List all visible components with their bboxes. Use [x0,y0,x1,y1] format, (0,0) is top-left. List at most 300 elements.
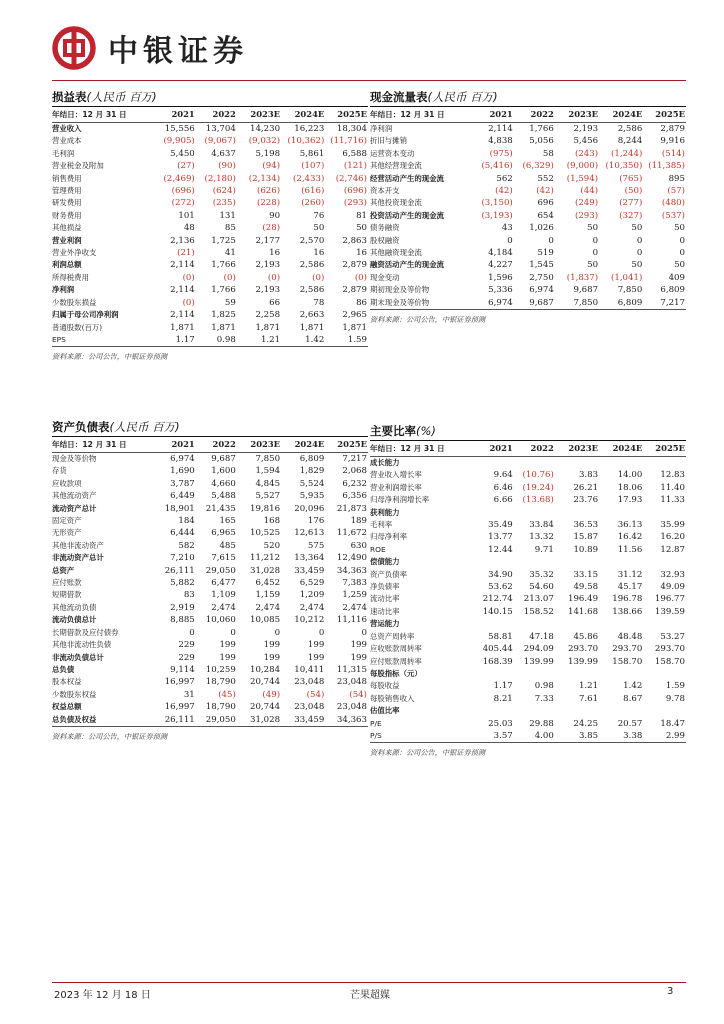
table-row [52,527,368,539]
cell-value: (11,716) [330,136,367,147]
row-label: 销售费用 [52,173,82,183]
table-row [52,309,368,321]
row-label: 营业成本 [52,136,82,146]
cell-value: 2,879 [342,260,367,271]
row-label: 非流动负债总计 [52,652,104,662]
row-label: 应付账款 [52,578,82,588]
row-label: 流动比率 [370,594,400,604]
cell-value: 176 [307,516,325,527]
cash-flow-panel [370,88,686,325]
table-row [370,297,686,310]
cell-value: 76 [313,210,325,221]
table-title-text: 资产负债表 [52,420,110,434]
cell-value: 5,527 [255,491,281,502]
cell-value: 2,474 [255,602,281,613]
column-header: 2024E [281,107,325,123]
cell-value: 196.49 [568,594,599,605]
cell-value: 11.40 [660,482,685,493]
table-title-text: 现金流量表 [370,90,428,104]
cell-value: 35.99 [660,520,685,531]
cell-value: 12.83 [660,470,685,481]
cell-value: (9,905) [163,136,195,147]
cell-value: (10,362) [287,136,325,147]
row-label: 总负债 [52,664,75,674]
table-row [52,135,368,147]
table-row [52,465,368,477]
cell-value: 4,637 [211,148,236,159]
row-label: 净利润 [52,285,75,295]
cell-value: 696 [537,198,554,209]
cell-value: 66 [269,297,281,308]
row-label: P/S [370,730,468,743]
row-label: 期末现金及等价物 [370,297,468,310]
cell-value: 3.38 [599,730,643,743]
cell-value: (9,032) [248,136,281,147]
cell-value: 485 [219,540,236,551]
cell-value: 6.46 [493,482,513,493]
cell-value: 85 [224,223,236,234]
cell-value: 78 [313,297,325,308]
cell-value [599,507,643,519]
cell-value: 9,687 [573,285,599,296]
cell-value: 189 [350,516,367,527]
cell-value: 19,816 [250,503,281,514]
cell-value: 81 [356,210,367,221]
table-row [370,531,686,543]
cell-value: 6,356 [342,491,367,502]
cell-value: 7,210 [170,553,195,564]
cell-value: 53.27 [660,631,685,642]
brand-name: 中银证券 [108,34,248,69]
cell-value: 9,114 [170,664,195,675]
cell-value: 13,364 [294,553,325,564]
row-label: 运营资本变动 [370,148,415,158]
cell-value [555,556,599,568]
report-header [52,22,248,74]
cell-value: 14.00 [617,470,643,481]
cell-value [514,556,555,568]
cell-value: 552 [537,173,554,184]
cell-value: 50 [356,223,367,234]
cell-value: 50 [631,223,643,234]
cell-value [468,556,514,568]
cell-value: 2,193 [255,260,281,271]
row-label: 投资活动产生的现金流 [370,210,444,220]
cell-value: 10,259 [205,664,236,675]
cell-value: 11,116 [336,615,367,626]
cell-value: 1,690 [170,466,195,477]
cell-value: 20,744 [250,702,281,713]
cell-value: 2,586 [299,260,325,271]
cell-value: (765) [619,173,643,184]
cell-value: (2,433) [293,173,325,184]
cell-value [514,507,555,519]
row-label: 固定资产 [52,516,82,526]
cell-value: 1.59 [665,681,685,692]
cell-value: 90 [269,210,281,221]
cell-value: 9,687 [514,297,555,310]
row-label: 营运能力 [370,619,400,629]
table-row [52,639,368,651]
table-row [52,284,368,296]
header-divider [52,80,686,81]
table-title [52,418,368,437]
cell-value: 4,184 [488,248,513,259]
row-label: 其他非流动资产 [52,540,104,550]
cell-value: (90) [218,161,236,172]
cell-value: 34.90 [488,569,513,580]
row-label: 普通股数(百万) [52,322,103,332]
table-row [52,148,368,160]
cell-value: 6,809 [299,454,325,464]
cell-value: 5,861 [299,148,325,159]
cell-value [514,668,555,680]
cell-value: 139.99 [523,656,554,667]
cell-value: 23,048 [336,677,367,688]
cell-value: (94) [262,161,281,172]
cell-value: 1,871 [170,322,195,333]
table-row [52,627,368,639]
cell-value: (3,150) [481,198,513,209]
cell-value: 20.57 [617,718,643,729]
cell-value: 32.93 [660,569,685,580]
table-row [52,297,368,309]
cell-value: 1,871 [299,322,325,333]
cell-value: 33.84 [529,520,554,531]
cell-value [599,705,643,717]
row-label: 营业利润 [52,235,82,245]
cell-value: (9,000) [566,161,599,172]
cell-value [643,668,686,680]
cell-value: 139.99 [568,656,599,667]
cell-value: 196.78 [612,594,643,605]
cell-value: 199 [263,652,281,663]
cell-value: 8.67 [623,693,643,704]
cell-value: 7,850 [255,454,281,464]
cell-value: 184 [178,516,195,527]
cell-value: 36.53 [573,520,599,531]
cell-value [468,457,514,470]
cell-value: 1,209 [299,590,325,601]
cell-value: 58 [542,148,554,159]
cell-value: (696) [171,186,195,197]
cell-value: 1,159 [255,590,281,601]
cell-value: 23,048 [294,677,325,688]
column-header: 年结日：12 月 31 日 [52,107,150,123]
cell-value: (5,416) [481,161,513,172]
financial-table [52,107,368,347]
cell-value: 0.98 [196,334,237,347]
cell-value: 16.20 [660,532,685,543]
cell-value: 3.85 [555,730,599,743]
row-label: 成长能力 [370,458,400,467]
cell-value: (49) [262,689,281,700]
cell-value: 12.87 [660,544,685,555]
row-label: 毛利率 [370,520,393,530]
cell-value: 1,259 [342,590,367,601]
cell-value: 293.70 [654,644,685,655]
cell-value: 31.12 [617,569,643,580]
table-row [370,519,686,531]
cell-value: 5,056 [529,136,554,147]
table-row [52,490,368,502]
cell-value: (272) [171,198,195,209]
table-row [370,457,686,470]
cell-value: 2.99 [643,730,686,743]
cell-value: 16.42 [617,532,643,543]
cell-value: (616) [301,186,325,197]
cell-value: 5,488 [211,491,236,502]
row-label: 权益总额 [52,702,82,712]
cell-value [599,457,643,470]
cell-value: 1,871 [342,322,367,333]
balance-sheet-panel [52,418,368,742]
cell-value: 158.70 [612,656,643,667]
cell-value: 199 [263,640,281,651]
cell-value: (44) [580,186,599,197]
cell-value: 158.52 [523,606,554,617]
cell-value: 196.77 [654,594,685,605]
table-row [370,581,686,593]
cell-value: (10,350) [605,161,643,172]
cell-value [599,618,643,630]
cell-value: 35.49 [488,520,513,531]
table-row [370,494,686,506]
cell-value: 83 [183,590,195,601]
row-label: 流动资产总计 [52,503,97,513]
cell-value: 2,919 [170,602,195,613]
cell-value: 199 [307,640,325,651]
cell-value: 20,096 [294,503,325,514]
table-row [52,577,368,589]
cell-value: 5,456 [573,136,599,147]
cell-value: 49.58 [573,582,599,593]
source-note: 资料来源：公司公告，中银证券预测 [370,748,486,758]
cell-value: 1,594 [255,466,281,477]
column-header: 2025E [325,107,368,123]
cell-value: 2,193 [573,124,599,134]
row-label: 其他损益 [52,223,82,233]
cell-value: 21,873 [336,503,367,514]
row-label: 利润总额 [52,260,82,270]
cell-value: 34,363 [325,714,368,727]
cell-value: 6,809 [660,285,685,296]
cell-value: 5,524 [299,478,325,489]
cell-value: (975) [489,148,513,159]
row-label: 期初现金及等价物 [370,285,430,295]
cell-value: 1.17 [493,681,513,692]
cell-value: 229 [178,640,195,651]
cell-value: 1,766 [529,124,554,134]
row-label: 营业税金及附加 [52,161,104,171]
cell-value: 1.42 [623,681,643,692]
row-label: 研发费用 [52,198,82,208]
cell-value: 2,177 [255,235,281,246]
table-title [370,88,686,107]
cell-value: 1,829 [299,466,325,477]
cell-value: 2,965 [342,310,367,321]
cell-value: (6,329) [522,161,554,172]
cell-value: 31,028 [237,714,281,727]
table-header-row [370,107,686,123]
cell-value [555,618,599,630]
cell-value: 2,750 [529,272,554,283]
cell-value: 9.71 [534,544,554,555]
table-row [370,259,686,271]
cell-value: 1,825 [211,310,236,321]
cell-value: 3.57 [468,730,514,743]
cell-value: 2,068 [342,466,367,477]
cell-value: 1.42 [281,334,325,347]
table-title-text: 损益表 [52,90,87,104]
cell-value [555,705,599,717]
cell-value [468,705,514,717]
table-row [52,247,368,259]
financial-table [370,441,686,743]
cell-value: 26.21 [573,482,599,493]
table-row [52,664,368,676]
cell-value: (107) [301,161,325,172]
cell-value: (260) [301,198,325,209]
cell-value [643,705,686,717]
cell-value: 519 [537,248,554,259]
cell-value: 138.66 [612,606,643,617]
column-header: 2024E [281,437,325,453]
cell-value: 1,109 [211,590,236,601]
cell-value: 50 [587,223,599,234]
cell-value: 12,613 [294,528,325,539]
row-label: 应付账款周转率 [370,656,422,666]
table-row [52,210,368,222]
cell-value: 33,459 [294,565,325,576]
cell-value: 6,449 [170,491,195,502]
column-header: 2021 [150,107,196,123]
row-label: 偿债能力 [370,557,400,567]
cell-value: 8,244 [617,136,643,147]
cell-value: 15.87 [573,532,599,543]
row-label: 每股销售收入 [370,693,415,703]
cell-value: 199 [350,652,367,663]
table-header-row [370,441,686,457]
table-row [370,631,686,643]
table-row [52,259,368,271]
column-header: 2021 [468,441,514,457]
cell-value: 13.77 [488,532,513,543]
cell-value [555,668,599,680]
table-row [52,614,368,626]
cell-value: 50 [631,260,643,271]
cell-value: 131 [219,210,236,221]
cell-value: (0) [267,272,281,283]
cell-value: 10,060 [205,615,236,626]
cell-value: 168 [263,516,281,527]
table-row [370,556,686,568]
cell-value: 199 [307,652,325,663]
cell-value [468,618,514,630]
table-row [370,507,686,519]
cell-value: 47.18 [529,631,554,642]
cell-value: (19.24) [522,482,554,493]
cell-value: 18,790 [205,702,236,713]
cell-value: 23,048 [336,702,367,713]
row-label: 非流动资产总计 [52,553,104,563]
cell-value: 24.25 [573,718,599,729]
cell-value: 0 [230,627,236,638]
cell-value: 199 [219,652,236,663]
row-label: 其他流动资产 [52,491,97,501]
cell-value: (0) [182,272,195,283]
row-label: 存货 [52,466,67,476]
cell-value: 58.81 [488,631,513,642]
cell-value: 59 [224,297,236,308]
cell-value: 10.89 [573,544,599,555]
table-row [370,222,686,234]
row-label: 流动负债总计 [52,615,97,625]
cell-value: 33.15 [573,569,599,580]
cell-value: 6,974 [170,454,195,464]
cell-value: 53.62 [488,582,513,593]
cell-value: 165 [219,516,236,527]
row-label: 少数股东权益 [52,689,97,699]
row-label: 其他流动负债 [52,602,97,612]
cell-value: 43 [501,223,513,234]
table-row [52,515,368,527]
table-row [370,569,686,581]
cell-value: 7,383 [342,578,367,589]
cell-value: 158.70 [654,656,685,667]
row-label: 净负债率 [370,582,400,592]
row-label: 现金及等价物 [52,454,97,463]
row-label: 营业利润增长率 [370,482,422,492]
cell-value: 293.70 [568,644,599,655]
table-row [370,235,686,247]
cell-value: 13.32 [529,532,554,543]
cell-value: 34,363 [336,565,367,576]
table-row [370,718,686,730]
cell-value: 405.44 [482,644,513,655]
cell-value: 2,114 [488,124,513,134]
cell-value: 7.61 [578,693,599,704]
cell-value: 23,048 [294,702,325,713]
row-label: 速动比率 [370,606,400,616]
cell-value: 2,114 [170,285,195,296]
row-label: 短期借款 [52,590,82,600]
cell-value [468,507,514,519]
table-row [370,123,686,136]
cell-value: 11.33 [660,495,685,506]
table-row [52,272,368,284]
cell-value: 582 [178,540,195,551]
bank-of-china-logo-icon [52,26,96,70]
table-row [52,602,368,614]
column-header: 2025E [325,437,368,453]
cell-value: 50 [587,260,599,271]
cell-value: 2,114 [170,260,195,271]
cell-value: (293) [343,198,367,209]
cell-value: 2,114 [170,310,195,321]
cell-value: (1,244) [611,148,643,159]
cell-value: 33,459 [281,714,325,727]
cell-value: 50 [313,223,325,234]
column-header: 2023E [237,437,281,453]
cell-value: 654 [537,210,554,221]
row-label: 融资活动产生的现金流 [370,260,444,270]
cell-value: 2,663 [299,310,325,321]
column-header: 2024E [599,441,643,457]
cell-value: 0 [636,248,643,259]
cell-value: 29,050 [205,565,236,576]
table-row [52,652,368,664]
